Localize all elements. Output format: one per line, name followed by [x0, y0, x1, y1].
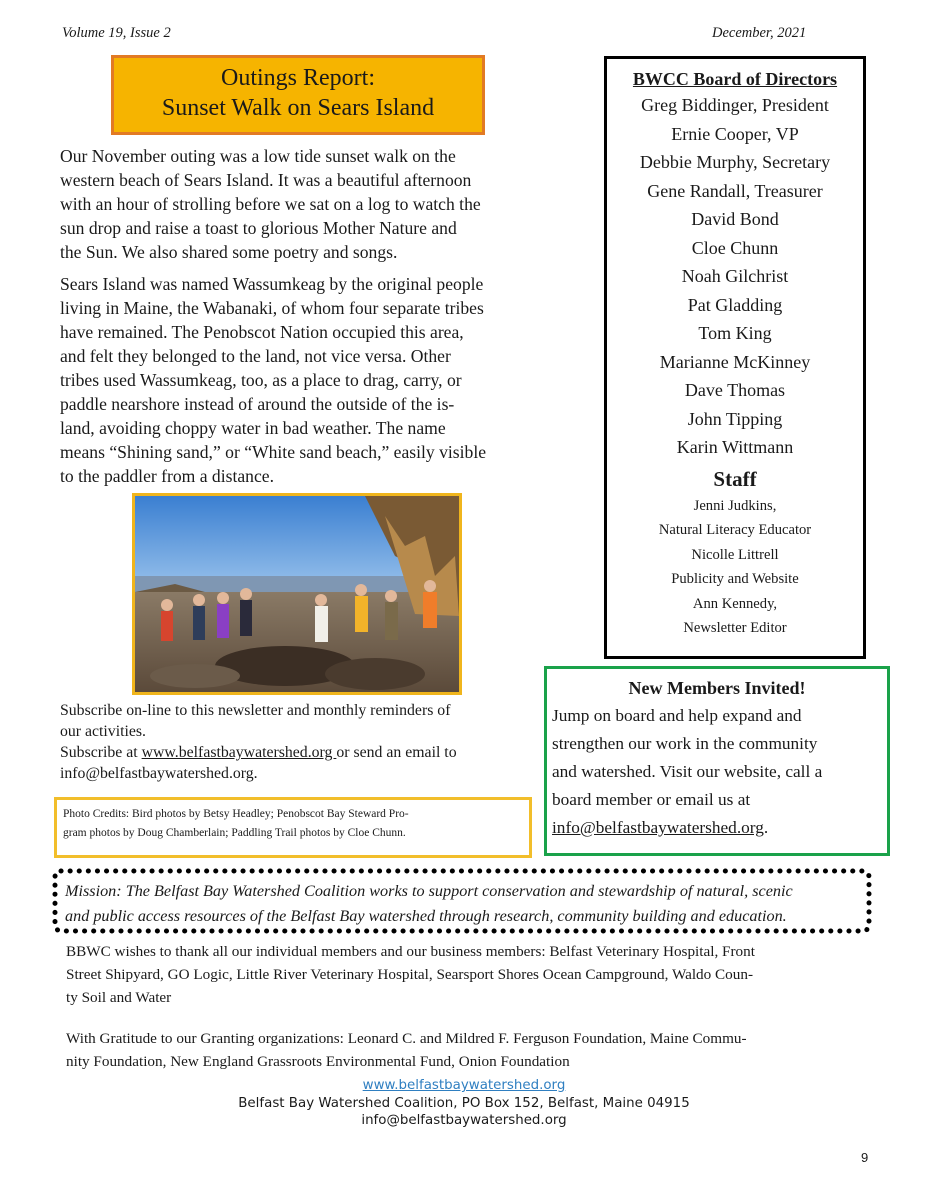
- volume-issue: Volume 19, Issue 2: [62, 25, 171, 41]
- staff-item: Publicity and Website: [671, 571, 799, 587]
- new-members-title: New Members Invited!: [628, 678, 806, 698]
- board-member: Cloe Chunn: [691, 237, 779, 258]
- text-line: land, avoiding choppy water in bad weather. The name: [60, 418, 446, 438]
- outing-paragraph-1: [60, 144, 560, 264]
- text-line: Sears Island was named Wassumkeag by the original people: [60, 274, 484, 294]
- mission-statement: [65, 879, 875, 929]
- new-members-email-link[interactable]: info@belfastbaywatershed.org: [552, 818, 764, 837]
- new-members-line: and watershed. Visit our website, call a: [552, 762, 823, 781]
- subscribe-line: [60, 742, 545, 763]
- outings-title-box: [111, 55, 485, 135]
- new-members-body: [547, 702, 887, 842]
- staff-item: Newsletter Editor: [683, 620, 787, 636]
- text-line: the Sun. We also shared some poetry and songs.: [60, 242, 398, 262]
- mission-line: and public access resources of the Belfast Bay watershed through research, community building and education.: [65, 907, 787, 925]
- member-thanks: [66, 940, 866, 1009]
- grant-thanks: [66, 1027, 866, 1073]
- subscribe-email: info@belfastbaywatershed.org.: [60, 765, 258, 782]
- board-member: Debbie Murphy, Secretary: [639, 152, 831, 172]
- new-members-line: Jump on board and help expand and: [552, 706, 802, 725]
- board-member: David Bond: [691, 209, 779, 229]
- outing-paragraph-2: [60, 272, 560, 488]
- board-member: Dave Thomas: [684, 380, 786, 400]
- mission-line: Mission: The Belfast Bay Watershed Coalition works to support conservation and stewardship of natural, scenic: [65, 882, 793, 900]
- photo-credits-line: gram photos by Doug Chamberlain; Paddling Trail photos by Cloe Chunn.: [63, 827, 406, 839]
- subscribe-website-link[interactable]: www.belfastbaywatershed.org: [141, 744, 337, 761]
- text-line: sun drop and raise a toast to glorious Mother Nature and: [60, 218, 457, 238]
- board-member: John Tipping: [687, 408, 783, 429]
- board-member: Marianne McKinney: [659, 351, 811, 372]
- board-member: Greg Biddinger, President: [641, 95, 829, 115]
- new-members-email-line: [552, 814, 887, 842]
- text-line: Our November outing was a low tide sunset walk on the: [60, 146, 456, 166]
- subscribe-line: our activities.: [60, 723, 146, 740]
- photo-credits-line: Photo Credits: Bird photos by Betsy Headley; Penobscot Bay Steward Pro-: [63, 808, 409, 820]
- text-line: have remained. The Penobscot Nation occupied this area,: [60, 322, 464, 342]
- board-member: Pat Gladding: [687, 294, 783, 315]
- board-member: Gene Randall, Treasurer: [647, 180, 823, 201]
- staff-title: Staff: [713, 466, 757, 491]
- text-line: tribes used Wassumkeag, too, as a place to drag, carry, or: [60, 370, 462, 390]
- footer-address: Belfast Bay Watershed Coalition, PO Box 152, Belfast, Maine 04915: [238, 1096, 690, 1111]
- page-number: 9: [861, 1150, 869, 1165]
- thanks-line: With Gratitude to our Granting organizations: Leonard C. and Mildred F. Ferguson Foundation, Maine Commu-: [66, 1030, 747, 1047]
- board-of-directors-box: [604, 56, 866, 659]
- subscribe-line: Subscribe on-line to this newsletter and monthly reminders of: [60, 702, 451, 719]
- footer-email: info@belfastbaywatershed.org: [361, 1113, 567, 1128]
- new-members-line: board member or email us at: [552, 790, 751, 809]
- sunset-walk-group-photo: [132, 493, 462, 695]
- board-member: Noah Gilchrist: [681, 266, 789, 286]
- text-line: means “Shining sand,” or “White sand beach,” easily visible: [60, 442, 487, 462]
- staff-item: Natural Literacy Educator: [658, 522, 812, 538]
- text-line: living in Maine, the Wabanaki, of whom four separate tribes: [60, 298, 484, 318]
- text-line: paddle nearshore instead of around the outside of the is-: [60, 394, 455, 414]
- text-line: western beach of Sears Island. It was a beautiful afternoon: [60, 170, 472, 190]
- staff-item: Ann Kennedy,: [692, 595, 778, 612]
- thanks-line: BBWC wishes to thank all our individual members and our business members: Belfast Veterinary Hospital, Front: [66, 943, 755, 960]
- photo-illustration: [135, 496, 459, 692]
- staff-item: Nicolle Littrell: [691, 546, 779, 563]
- photo-credits-box: [54, 797, 532, 858]
- text-line: with an hour of strolling before we sat on a log to watch the: [60, 194, 481, 214]
- outings-title-line2: Sunset Walk on Sears Island: [161, 95, 435, 121]
- board-member: Tom King: [698, 323, 772, 343]
- text-line: and felt they belonged to the land, not vice versa. Other: [60, 346, 451, 366]
- board-member: Karin Wittmann: [676, 437, 794, 457]
- staff-item: Jenni Judkins,: [693, 497, 777, 514]
- thanks-line: ty Soil and Water: [66, 989, 172, 1006]
- new-members-line: strengthen our work in the community: [552, 734, 818, 753]
- footer-website-link[interactable]: www.belfastbaywatershed.org: [362, 1078, 566, 1093]
- thanks-line: nity Foundation, New England Grassroots Environmental Fund, Onion Foundation: [66, 1053, 570, 1070]
- subscribe-prefix: Subscribe at: [60, 744, 142, 761]
- board-title: BWCC Board of Directors: [632, 69, 838, 89]
- board-member: Ernie Cooper, VP: [671, 123, 799, 144]
- text-line: to the paddler from a distance.: [60, 466, 274, 486]
- email-suffix: .: [763, 818, 769, 837]
- outings-title-line1: Outings Report:: [221, 65, 375, 91]
- new-members-box: [544, 666, 890, 856]
- subscribe-info: [60, 700, 545, 784]
- issue-date: December, 2021: [712, 25, 807, 41]
- thanks-line: Street Shipyard, GO Logic, Little River Veterinary Hospital, Searsport Shores Ocean Campground, Waldo Coun-: [66, 966, 754, 983]
- subscribe-suffix: or send an email to: [336, 744, 457, 761]
